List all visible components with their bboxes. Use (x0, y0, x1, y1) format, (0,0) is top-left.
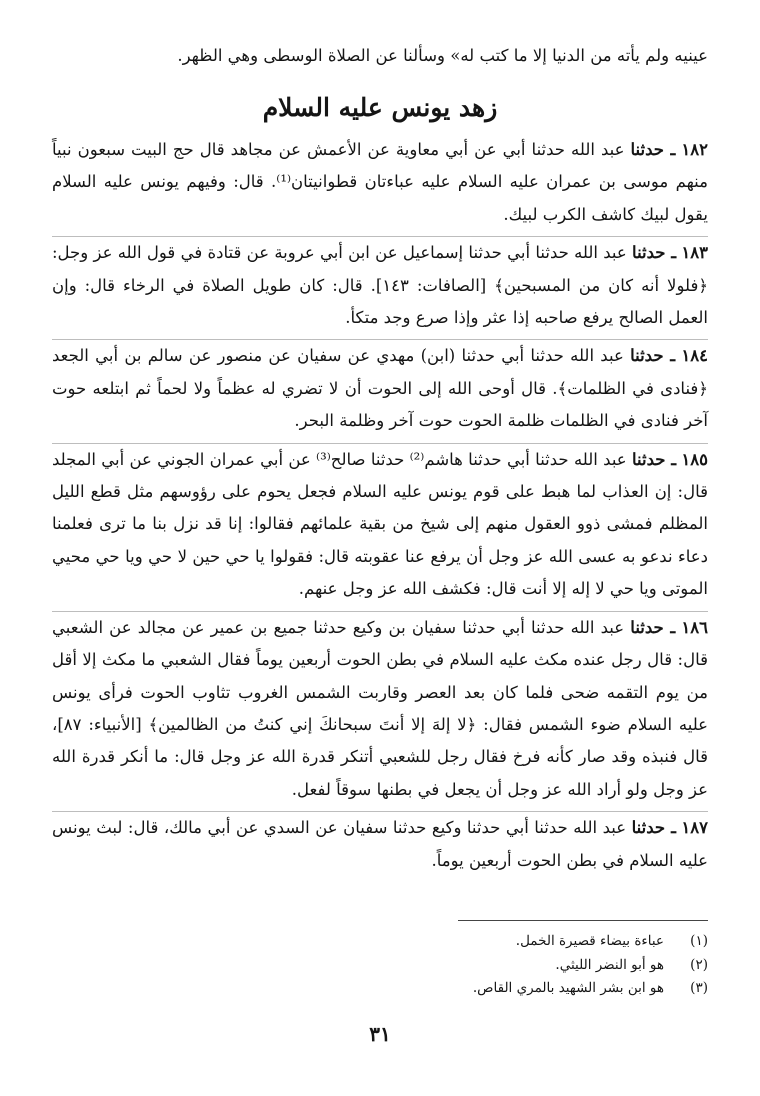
hadith-text: عبد الله حدثنا أبي حدثنا (ابن) مهدي عن سفيان عن منصور عن سالم بن أبي الجعد ﴿فنادى في الظلمات﴾. قال أوحى الله إلى الحوت أن لا تضري له عظماً ولا لحماً ثم ابتلعه حوت آخر فنادى في الظلمات ظلمة الحوت حوت آخر وظلمة البحر. (52, 346, 708, 431)
hadith-text: عبد الله حدثنا أبي حدثنا إسماعيل عن ابن أبي عروبة عن قتادة في قول الله عز وجل: ﴿فلولا أنه كان من المسبحين﴾ [الصافات: ١٤٣]. قال: كان طويل الصلاة في الرخاء قال: وإن العمل الصالح يرفع صاحبه إذا عثر وإذا صرع وجد متكأ. (52, 243, 708, 328)
hadith-lead-word: ـ حدثنا (630, 346, 676, 366)
footnote-divider (458, 920, 708, 921)
hadith-text: عبد الله حدثنا أبي حدثنا وكيع حدثنا سفيان عن السدي عن أبي مالك، قال: لبث يونس عليه السلام في بطن الحوت أربعين يوماً. (52, 818, 708, 870)
hadith-paragraph (52, 340, 708, 443)
hadith-paragraph (52, 612, 708, 812)
hadith-lead-word: ـ حدثنا (631, 449, 677, 469)
footnote (52, 977, 708, 1001)
footnote-text: عباءة بيضاء قصيرة الخمل. (515, 933, 664, 949)
hadith-paragraph (52, 444, 708, 612)
hadith-lead-word: ـ حدثنا (630, 617, 676, 637)
continued-text-line: عينيه ولم يأته من الدنيا إلا ما كتب له» وسألنا عن الصلاة الوسطى وهي الظهر. (177, 46, 708, 65)
hadith-text: عبد الله حدثنا أبي حدثنا هاشم⁽²⁾ حدثنا صالح⁽³⁾ عن أبي عمران الجوني عن أبي المجلد قال: إن العذاب لما هبط على قوم يونس عليه السلام فجعل يحوم على رؤوسهم مثل قطع الليل المظلم فمشى ذوو العقول منهم إلى شيخ من بقية علمائهم فقالوا: إنا قد نزل بنا ما ترى فعلمنا دعاء ندعو به عسى الله عز وجل أن يرفع عنا عقوبته قال: فقولوا يا حي حين لا حي ويا حي محيي الموتى ويا حي لا إله إلا أنت قال: فكشف الله عز وجل عنهم. (52, 449, 708, 599)
hadith-paragraph (52, 134, 708, 237)
hadith-text: عبد الله حدثنا أبي حدثنا سفيان بن وكيع حدثنا جميع بن عمير عن مجالد عن الشعبي قال: قال رجل عنده مكث عليه السلام في بطن الحوت أربعين يوماً فقال الشعبي ما مكث إلا أقل من يوم التقمه ضحى فلما كان بعد العصر وقاربت الشمس الغروب تثاوب الحوت فرأى يونس عليه السلام ضوء الشمس فقال: ﴿لا إلهَ إلا أنتَ سبحانكَ إني كنتُ من الظالمين﴾ [الأنبياء: ٨٧]، قال فنبذه وقد صار كأنه فرخ فقال رجل للشعبي أتنكر قدرة الله عز وجل قال: ما أنكر قدرة الله عز وجل ولو أراد الله عز وجل أن يجعل في بطنها سوقاً لفعل. (52, 617, 708, 799)
footnote-text: هو أبو النضر الليثي. (555, 956, 664, 973)
hadith-number: ١٨٤ (681, 346, 708, 366)
footnote-text: هو ابن بشر الشهيد بالمري القاص. (472, 980, 664, 996)
hadith-number: ١٨٧ (681, 818, 708, 838)
hadith-paragraph (52, 237, 708, 340)
footnote (52, 930, 708, 954)
hadith-number: ١٨٦ (681, 617, 708, 637)
footnote-marker: (٣) (690, 980, 708, 996)
footnotes (52, 930, 708, 1001)
hadith-number: ١٨٣ (681, 243, 708, 263)
hadith-list (52, 134, 708, 882)
hadith-paragraph (52, 812, 708, 882)
footnote (52, 954, 708, 978)
footnote-marker: (٢) (690, 956, 708, 973)
page-number: ٣١ (369, 1022, 391, 1046)
hadith-lead-word: ـ حدثنا (632, 243, 677, 263)
hadith-text: عبد الله حدثنا أبي عن أبي معاوية عن الأعمش عن مجاهد قال حج البيت سبعون نبياً منهم موسى بن عمران عليه السلام عليه عباءتان قطوانيتان⁽¹⁾. قال: وفيهم يونس عليه السلام يقول لبيك كاشف الكرب لبيك. (52, 140, 708, 224)
hadith-lead-word: ـ حدثنا (631, 818, 676, 838)
hadith-lead-word: ـ حدثنا (630, 140, 676, 159)
book-page (52, 0, 708, 1096)
hadith-number: ١٨٥ (681, 449, 708, 469)
chapter-title: زهد يونس عليه السلام (262, 93, 498, 122)
footnote-marker: (١) (690, 933, 708, 949)
hadith-number: ١٨٢ (681, 140, 708, 159)
